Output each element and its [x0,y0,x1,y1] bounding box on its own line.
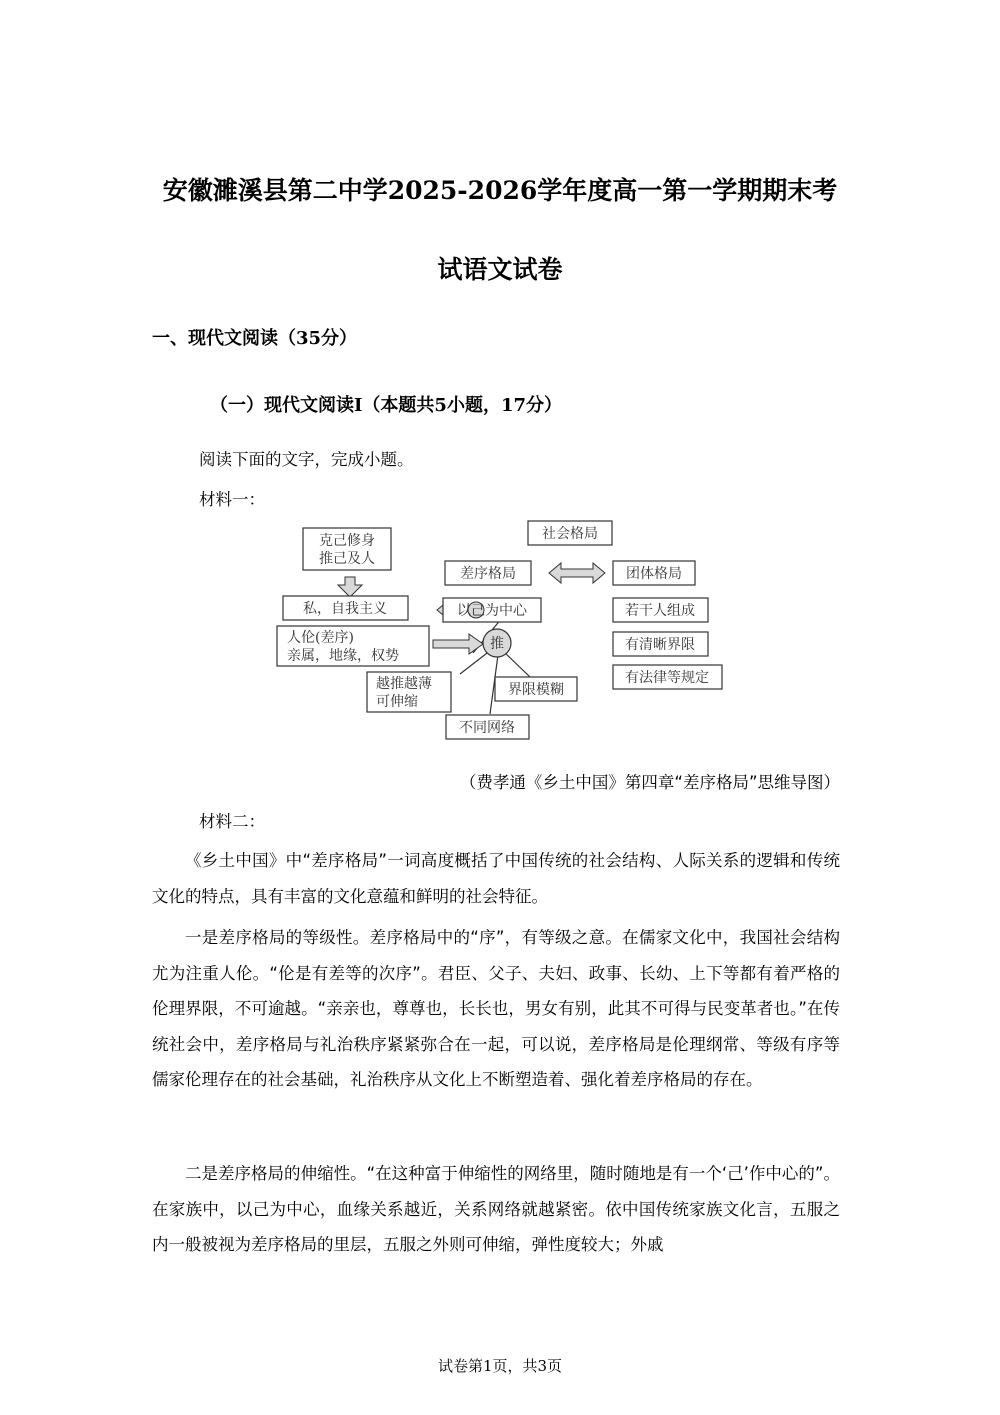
svg-text:社会格局: 社会格局 [542,526,598,542]
box-keji-line1: 克己修身 [319,533,375,549]
box-yuetui-line1: 越推越薄 [376,676,432,692]
box-qingxi [613,632,708,656]
diagram-caption: （费孝通《乡土中国》第四章“差序格局”思维导图） [459,773,840,792]
svg-text:界限模糊: 界限模糊 [508,682,564,698]
svg-text:不同网络: 不同网络 [459,720,515,736]
box-shehui [528,521,612,545]
box-keji-line2: 推己及人 [319,551,375,567]
subsection-heading: （一）现代文阅读Ⅰ（本题共5小题，17分） [210,395,562,416]
svg-text:若干人组成: 若干人组成 [625,603,695,619]
box-renlun [277,626,429,666]
box-ruogan [613,598,708,622]
paragraph: 《乡土中国》中“差序格局”一词高度概括了中国传统的社会结构、人际关系的逻辑和传统文化的特点，具有丰富的文化意蕴和鲜明的社会特征。 [152,851,840,906]
material1-label: 材料一： [199,490,265,509]
paragraph: 一是差序格局的等级性。差序格局中的“序”，有等级之意。在儒家文化中，我国社会结构尤为注重人伦。“伦是有差等的次序”。君臣、父子、夫妇、政事、长幼、上下等都有着严格的伦理界限，不可逾越。“亲亲也，尊尊也，长长也，男女有别，此其不可得与民变革者也。”在传统社会中，差序格局与礼治秩序紧紧弥合在一起，可以说，差序格局是伦理纲常、等级有序等儒家伦理存在的社会基础，礼治秩序从文化上不断塑造着、强化着差序格局的存在。 [152,928,840,1089]
box-yiji [443,598,541,622]
page-footer: 试卷第1页，共3页 [437,1357,563,1375]
box-falu [613,665,722,689]
box-yuetui [367,672,451,712]
svg-text:私，自我主义: 私，自我主义 [303,601,387,617]
svg-text:以己为中心: 以己为中心 [457,603,527,619]
box-renlun-line1: 人伦(差序) [287,630,354,646]
box-jiexian [495,677,577,701]
material2-label: 材料二： [199,812,265,831]
box-renlun-line2: 亲属，地缘，权势 [287,648,399,664]
instruction-text: 阅读下面的文字，完成小题。 [199,450,414,469]
exam-title-line1: 安徽濉溪县第二中学2025-2026学年度高一第一学期期末考 [162,176,838,205]
svg-text:有法律等规定: 有法律等规定 [625,670,709,686]
section-heading: 一、现代文阅读（35分） [152,328,358,349]
box-butong [446,715,529,739]
exam-title-line2: 试语文试卷 [437,255,563,284]
box-chaxu [445,561,531,585]
paragraph: 二是差序格局的伸缩性。“在这种富于伸缩性的网络里，随时随地是有一个‘己’作中心的”。在家族中，以己为中心，血缘关系越近，关系网络就越紧密。依中国传统家族文化言，五服之内一般被视为差序格局的里层，五服之外则可伸缩，弹性度较大；外戚 [152,1164,840,1254]
mind-map-diagram [270,512,730,747]
box-tuanti [613,561,695,585]
box-keji [303,528,391,570]
svg-text:差序格局: 差序格局 [460,566,516,582]
box-si [283,596,408,620]
box-yuetui-line2: 可伸缩 [376,694,418,710]
svg-text:团体格局: 团体格局 [626,566,682,582]
circle-tui [483,629,511,657]
svg-text:推: 推 [490,636,504,652]
svg-text:有清晰界限: 有清晰界限 [625,637,695,653]
